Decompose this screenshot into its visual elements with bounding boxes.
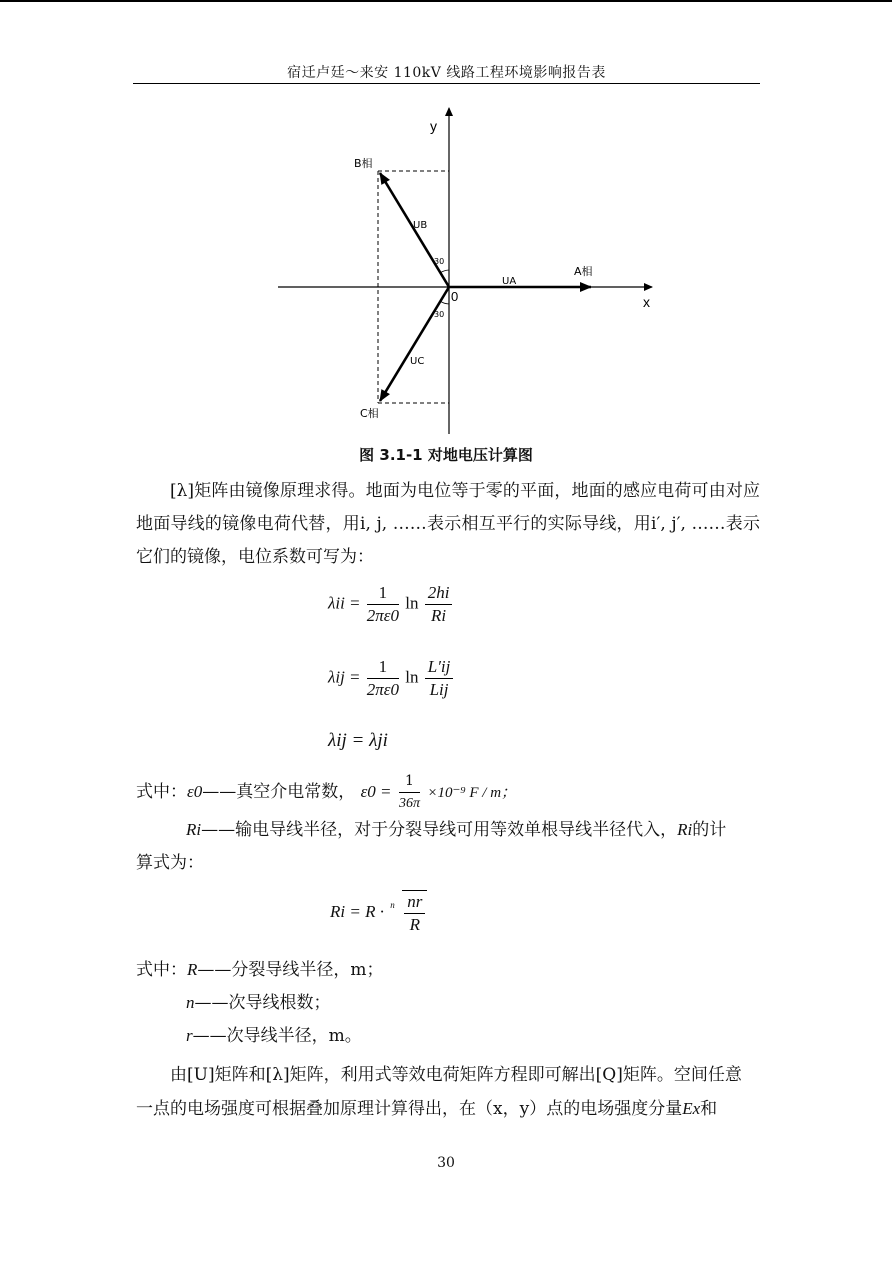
- angle-arc-top: [440, 270, 449, 273]
- phase-c-label: C相: [360, 407, 379, 420]
- def-small-r: r——次导线半径，m。: [186, 1026, 362, 1046]
- equation-symmetry: λij = λji: [328, 730, 388, 751]
- def-r: 式中：R——分裂导线半径，m；: [136, 960, 384, 980]
- eq2-frac2: $\frac{L'ij}{\text{Lij}}$: [425, 656, 454, 701]
- y-axis-label: y: [430, 118, 437, 134]
- paragraph-matrix-intro: [λ]矩阵由镜像原理求得。地面为电位等于零的平面，地面的感应电荷可由对应地面导线的镜像电荷代替，用i, j, ……表示相互平行的实际导线，用i′, j′, ……表示它们的镜像，电位系数可写为：: [136, 481, 760, 567]
- vector-uc-label: UC: [410, 356, 425, 367]
- def-n: n——次导线根数；: [186, 993, 331, 1013]
- origin-label: 0: [451, 289, 459, 304]
- phase-b-label: B相: [354, 157, 373, 170]
- paragraph-last-line1: 由[U]矩阵和[λ]矩阵，利用式等效电荷矩阵方程即可解出[Q]矩阵。空间任意: [170, 1065, 742, 1085]
- equation-lambda-ij: λij = $\frac{1}{2\pi\varepsilon 0}$ ln $\frac{L'ij}{\text{Lij}}$: [328, 656, 455, 701]
- def-ri-continued: 算式为：: [136, 853, 204, 873]
- eq2-frac1: $\frac{1}{2\pi\varepsilon 0}$: [366, 657, 399, 699]
- header-rule: [133, 83, 760, 84]
- nth-root: n $\frac{nr}{R}$: [388, 890, 427, 936]
- vector-ua-label: UA: [502, 276, 517, 287]
- phase-a-label: A相: [574, 265, 593, 278]
- eq4-frac: $\frac{nr}{R}$: [404, 891, 425, 936]
- voltage-vector-diagram: [270, 106, 690, 441]
- x-axis-label: x: [643, 294, 650, 310]
- def-ri: Ri——输电导线半径，对于分裂导线可用等效单根导线半径代入，Ri的计: [186, 820, 727, 840]
- vector-ub-label: UB: [413, 220, 428, 231]
- eq1-lhs: λii =: [328, 593, 361, 613]
- eq2-lhs: λij =: [328, 667, 361, 687]
- angle-top-label: 30: [434, 257, 445, 266]
- page-top-border: [0, 0, 892, 2]
- angle-arc-bottom: [440, 301, 449, 304]
- page-number: 30: [437, 1155, 455, 1171]
- equation-ri: Ri = R · n $\frac{nr}{R}$: [330, 890, 427, 936]
- eps-frac: $\frac{1}{36\pi}$: [399, 770, 420, 815]
- vector-uc: [380, 287, 449, 401]
- def-epsilon: 式中：ε0——真空介电常数， ε0 = $\frac{1}{36\pi}$ ×10⁻⁹ F / m；: [136, 770, 516, 815]
- angle-bottom-label: 30: [434, 310, 445, 319]
- equation-lambda-ii: λii = $\frac{1}{2\pi\varepsilon 0}$ ln $\frac{2hi}{Ri}$: [328, 582, 454, 627]
- eq1-frac2: $\frac{2hi}{Ri}$: [425, 582, 453, 627]
- eq1-frac1: $\frac{1}{2\pi\varepsilon 0}$: [366, 583, 399, 625]
- figure-caption: 图 3.1-1 对地电压计算图: [359, 446, 533, 464]
- paragraph-last-line2: 一点的电场强度可根据叠加原理计算得出，在（x，y）点的电场强度分量Ex和: [136, 1099, 718, 1119]
- page-header: 宿迁卢廷～来安 110kV 线路工程环境影响报告表: [287, 65, 606, 81]
